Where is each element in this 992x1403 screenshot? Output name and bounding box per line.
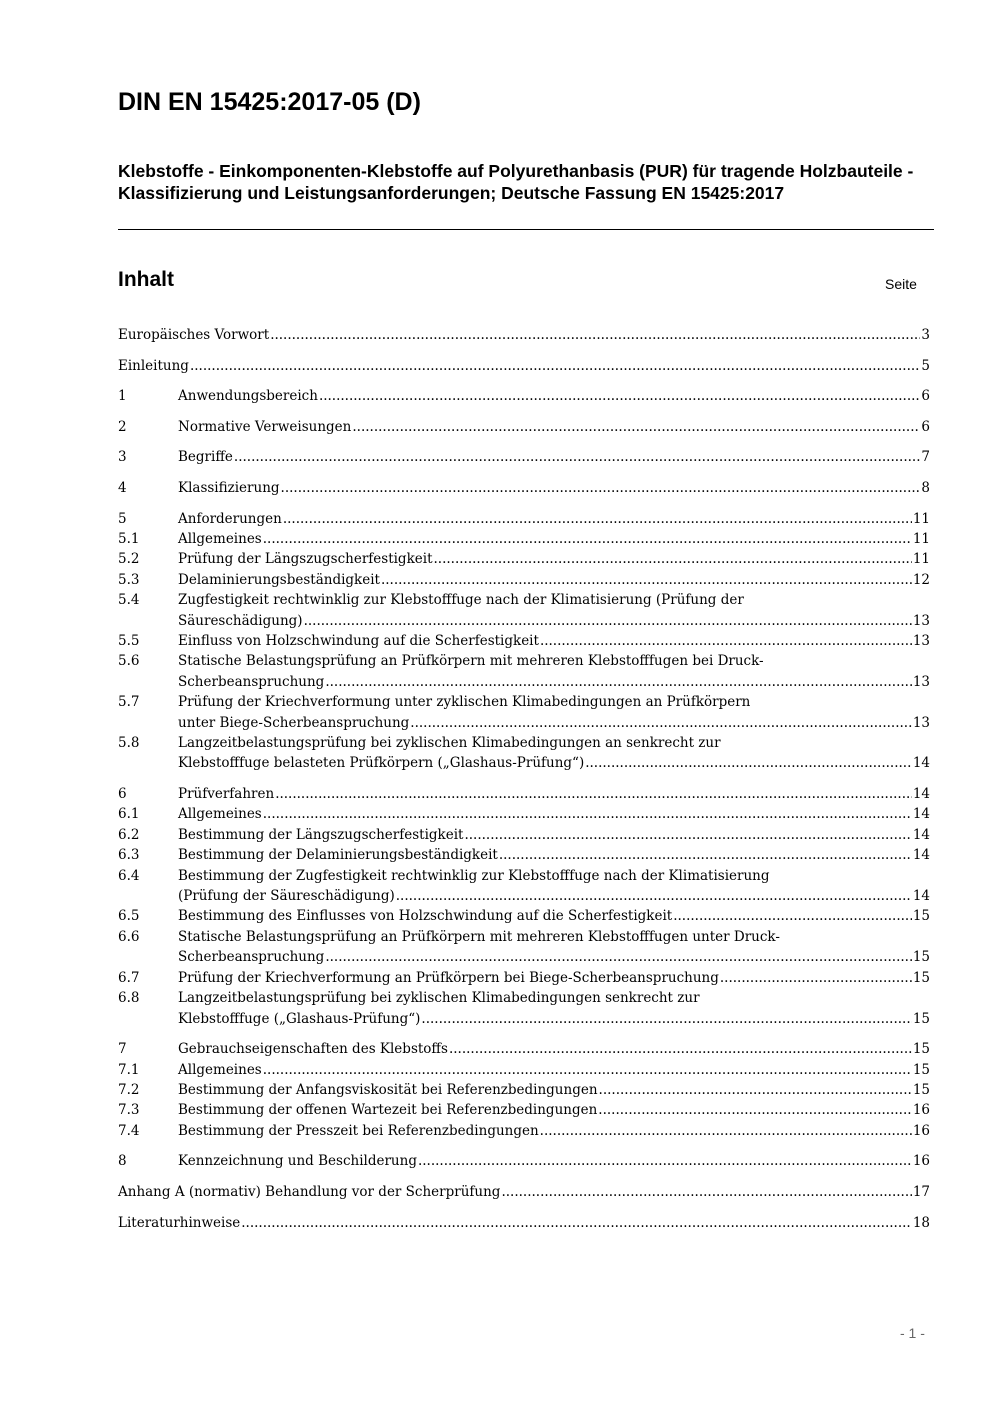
- toc-entry-number: 6.3: [118, 847, 140, 864]
- toc-entry[interactable]: [118, 386, 930, 406]
- toc-entry-number: 6: [118, 786, 127, 803]
- page-column-label: Seite: [885, 276, 917, 292]
- toc-leader-dots: [540, 1121, 912, 1141]
- toc-entry-title: Bestimmung der Delaminierungsbeständigkeit: [178, 847, 498, 864]
- toc-entry-page: 13: [912, 673, 930, 690]
- toc-leader-dots: [720, 968, 912, 988]
- toc-entry-number: 5.5: [118, 633, 140, 649]
- toc-entry-title: Kennzeichnung und Beschilderung: [178, 1153, 417, 1170]
- toc-entry[interactable]: [118, 825, 930, 845]
- toc-entry-number: 5.3: [118, 571, 140, 588]
- toc-entry[interactable]: [118, 529, 930, 549]
- toc-entry[interactable]: [118, 968, 930, 988]
- toc-entry[interactable]: [118, 1151, 930, 1171]
- toc-leader-dots: [585, 753, 912, 773]
- toc-entry-page: 14: [912, 786, 930, 803]
- toc-entry[interactable]: [118, 549, 930, 569]
- toc-entry-title: Zugfestigkeit rechtwinklig zur Klebstofffuge nach der Klimatisierung (Prüfung der: [178, 592, 744, 609]
- toc-entry-title: Langzeitbelastungsprüfung bei zyklischen Klimabedingungen senkrecht zur: [178, 990, 700, 1007]
- toc-entry[interactable]: [118, 988, 930, 1029]
- toc-entry-number: 7.2: [118, 1081, 140, 1098]
- toc-leader-dots: [464, 825, 911, 845]
- toc-leader-dots: [673, 906, 912, 926]
- toc-heading: Inhalt: [118, 268, 174, 291]
- page-number: - 1 -: [900, 1325, 925, 1341]
- toc-entry-page: 15: [912, 969, 930, 986]
- toc-entry-title: Europäisches Vorwort: [118, 327, 270, 343]
- toc-entry[interactable]: [118, 417, 930, 437]
- toc-entry-page: 14: [912, 755, 930, 772]
- toc-entry-number: 6.8: [118, 990, 140, 1007]
- toc-leader-dots: [599, 1080, 912, 1100]
- document-title: DIN EN 15425:2017-05 (D): [118, 88, 421, 116]
- toc-entry[interactable]: [118, 509, 930, 529]
- toc-leader-dots: [325, 947, 911, 967]
- toc-entry-number: 6.2: [118, 826, 140, 843]
- document-subtitle: Klebstoffe - Einkomponenten-Klebstoffe auf Polyurethanbasis (PUR) für tragende Holzbauteile - Klassifizierung und Leistungsanforderungen; Deutsche Fassung EN 15425:2017: [118, 161, 914, 203]
- toc-leader-dots: [501, 1182, 911, 1202]
- toc-entry[interactable]: [118, 784, 930, 804]
- toc-entry-number: 7: [118, 1041, 127, 1058]
- toc-entry-number: 7.4: [118, 1122, 140, 1139]
- toc-leader-dots: [270, 325, 920, 345]
- toc-entry-title: (Prüfung der Säureschädigung): [178, 888, 395, 905]
- toc-leader-dots: [319, 386, 920, 406]
- toc-entry-page: 11: [912, 510, 930, 527]
- toc-entry[interactable]: [118, 631, 930, 651]
- toc-entry[interactable]: [118, 356, 930, 376]
- toc-entry-page: 14: [912, 806, 930, 823]
- toc-entry-title: Allgemeines: [178, 530, 262, 547]
- toc-entry-page: 15: [912, 1061, 930, 1078]
- toc-entry-title: Anwendungsbereich: [178, 388, 318, 405]
- toc-leader-dots: [421, 1009, 911, 1029]
- toc-entry-title: Anforderungen: [178, 510, 282, 527]
- toc-entry-page: 11: [912, 551, 930, 568]
- toc-leader-dots: [434, 549, 912, 569]
- toc-entry[interactable]: [118, 570, 930, 590]
- toc-entry-number: 5.2: [118, 551, 140, 568]
- toc-entry-number: 6.7: [118, 969, 140, 986]
- toc-entry[interactable]: [118, 1039, 930, 1059]
- toc-entry-title: Prüfverfahren: [178, 786, 275, 803]
- toc-entry-title: Klassifizierung: [178, 479, 280, 496]
- toc-entry-number: 2: [118, 418, 127, 435]
- toc-entry-number: 6.5: [118, 908, 140, 925]
- toc-entry-number: 5: [118, 510, 127, 527]
- toc-entry[interactable]: [118, 325, 930, 345]
- toc-entry-page: 14: [912, 847, 930, 864]
- toc-leader-dots: [410, 713, 912, 733]
- toc-leader-dots: [418, 1151, 912, 1171]
- toc-entry-title: Statische Belastungsprüfung an Prüfkörpern mit mehreren Klebstofffugen unter Druck-: [178, 928, 780, 945]
- toc-entry-number: 6.1: [118, 806, 140, 823]
- toc-leader-dots: [263, 1060, 912, 1080]
- toc-entry[interactable]: [118, 866, 930, 907]
- toc-leader-dots: [263, 529, 912, 549]
- toc-entry-page: 15: [912, 908, 930, 925]
- toc-entry-page: 7: [921, 449, 930, 466]
- toc-entry-number: 5.4: [118, 592, 140, 609]
- toc-entry-title: Einleitung: [118, 357, 189, 374]
- toc-entry-page: 12: [912, 571, 930, 588]
- toc-entry[interactable]: [118, 927, 930, 968]
- toc-entry-page: 8: [921, 479, 930, 496]
- toc-entry[interactable]: [118, 906, 930, 926]
- toc-entry-title: Statische Belastungsprüfung an Prüfkörpern mit mehreren Klebstofffugen bei Druck-: [178, 653, 764, 670]
- toc-entry[interactable]: [118, 1060, 930, 1080]
- toc-entry-title: Bestimmung des Einflusses von Holzschwindung auf die Scherfestigkeit: [178, 908, 673, 925]
- toc-entry-title: Bestimmung der Längszugscherfestigkeit: [178, 826, 464, 843]
- toc-entry-page: 11: [912, 530, 930, 547]
- toc-entry-title: Langzeitbelastungsprüfung bei zyklischen Klimabedingungen an senkrecht zur: [178, 735, 721, 752]
- toc-entry-title: Literaturhinweise: [118, 1214, 241, 1231]
- toc-entry-page: 17: [912, 1183, 930, 1200]
- toc-leader-dots: [352, 417, 920, 437]
- toc-leader-dots: [325, 672, 911, 692]
- toc-entry[interactable]: [118, 804, 930, 824]
- toc-leader-dots: [241, 1213, 912, 1233]
- toc-leader-dots: [283, 509, 912, 529]
- toc-entry-number: 6.4: [118, 867, 140, 884]
- toc-entry-title: Begriffe: [178, 449, 233, 466]
- toc-entry-title: Bestimmung der Presszeit bei Referenzbedingungen: [178, 1122, 539, 1139]
- toc-leader-dots: [540, 631, 912, 651]
- toc-entry-page: 16: [912, 1102, 930, 1119]
- toc-entry[interactable]: [118, 733, 930, 774]
- toc-entry-title: Prüfung der Längszugscherfestigkeit: [178, 551, 433, 568]
- toc-entry-page: 6: [921, 388, 930, 405]
- toc-entry-page: 13: [912, 633, 930, 649]
- toc-entry-title: Bestimmung der offenen Wartezeit bei Referenzbedingungen: [178, 1102, 598, 1119]
- toc-entry[interactable]: [118, 478, 930, 498]
- toc-entry[interactable]: [118, 590, 930, 631]
- toc-entry-number: 5.7: [118, 694, 140, 711]
- toc-entry-title: Prüfung der Kriechverformung an Prüfkörpern bei Biege-Scherbeanspruchung: [178, 969, 719, 986]
- toc-entry-title: Klebstofffuge („Glashaus-Prüfung“): [178, 1010, 421, 1027]
- toc-entry[interactable]: [118, 651, 930, 692]
- toc-entry-title: Klebstofffuge belasteten Prüfkörpern („Glashaus-Prüfung“): [178, 755, 585, 772]
- toc-entry-page: 16: [912, 1153, 930, 1170]
- toc-entry[interactable]: [118, 1213, 930, 1233]
- toc-entry-title: Normative Verweisungen: [178, 418, 352, 435]
- toc-entry-title: Scherbeanspruchung: [178, 673, 325, 690]
- toc-leader-dots: [190, 356, 920, 376]
- toc-leader-dots: [263, 804, 912, 824]
- toc-entry-page: 15: [912, 1081, 930, 1098]
- toc-entry[interactable]: [118, 1121, 930, 1141]
- toc-entry-page: 14: [912, 826, 930, 843]
- toc-entry-page: 16: [912, 1122, 930, 1139]
- toc-entry-title: Bestimmung der Zugfestigkeit rechtwinklig zur Klebstofffuge nach der Klimatisierung: [178, 867, 770, 884]
- toc-entry-title: Allgemeines: [178, 806, 262, 823]
- toc-entry[interactable]: [118, 1100, 930, 1120]
- toc-entry[interactable]: [118, 1080, 930, 1100]
- toc-leader-dots: [499, 845, 912, 865]
- toc-entry-number: 5.1: [118, 530, 140, 547]
- toc-leader-dots: [275, 784, 912, 804]
- toc-entry-title: Anhang A (normativ) Behandlung vor der Scherprüfung: [118, 1183, 501, 1200]
- toc-entry-title: Bestimmung der Anfangsviskosität bei Referenzbedingungen: [178, 1081, 598, 1098]
- toc-entry-title: Säureschädigung): [178, 612, 303, 629]
- toc-leader-dots: [449, 1039, 912, 1059]
- toc-entry-title: Gebrauchseigenschaften des Klebstoffs: [178, 1041, 448, 1058]
- toc-entry-number: 4: [118, 479, 127, 496]
- toc-entry-page: 13: [912, 612, 930, 629]
- toc-entry-title: unter Biege-Scherbeanspruchung: [178, 714, 410, 731]
- title-divider: [118, 229, 934, 230]
- toc-entry[interactable]: [118, 845, 930, 865]
- toc-entry-page: 3: [921, 327, 930, 343]
- toc-entry-page: 5: [921, 357, 930, 374]
- toc-entry-page: 14: [912, 888, 930, 905]
- toc-entry-page: 18: [912, 1214, 930, 1231]
- toc-leader-dots: [381, 570, 912, 590]
- toc-entry-title: Scherbeanspruchung: [178, 949, 325, 966]
- toc-entry-number: 5.6: [118, 653, 140, 670]
- toc-entry-title: Allgemeines: [178, 1061, 262, 1078]
- toc-entry-page: 13: [912, 714, 930, 731]
- toc-entry-number: 8: [118, 1153, 127, 1170]
- toc-entry-page: 6: [921, 418, 930, 435]
- toc-entry-number: 3: [118, 449, 127, 466]
- toc-entry-page: 15: [912, 1010, 930, 1027]
- toc-entry-title: Delaminierungsbeständigkeit: [178, 571, 380, 588]
- toc-entry-title: Einfluss von Holzschwindung auf die Scherfestigkeit: [178, 633, 539, 649]
- toc-entry-page: 15: [912, 1041, 930, 1058]
- toc-entry-number: 1: [118, 388, 127, 405]
- toc-entry[interactable]: [118, 447, 930, 467]
- toc-leader-dots: [396, 886, 912, 906]
- toc-leader-dots: [234, 447, 921, 467]
- toc-leader-dots: [304, 611, 912, 631]
- toc-entry-page: 15: [912, 949, 930, 966]
- toc-leader-dots: [598, 1100, 912, 1120]
- toc-entry-number: 7.3: [118, 1102, 140, 1119]
- toc-entry-number: 6.6: [118, 928, 140, 945]
- toc-entry-title: Prüfung der Kriechverformung unter zyklischen Klimabedingungen an Prüfkörpern: [178, 694, 751, 711]
- toc-entry[interactable]: [118, 1182, 930, 1202]
- toc-entry-number: 7.1: [118, 1061, 140, 1078]
- toc-entry[interactable]: [118, 692, 930, 733]
- toc-entry-number: 5.8: [118, 735, 140, 752]
- table-of-contents: [118, 325, 930, 1233]
- toc-leader-dots: [281, 478, 921, 498]
